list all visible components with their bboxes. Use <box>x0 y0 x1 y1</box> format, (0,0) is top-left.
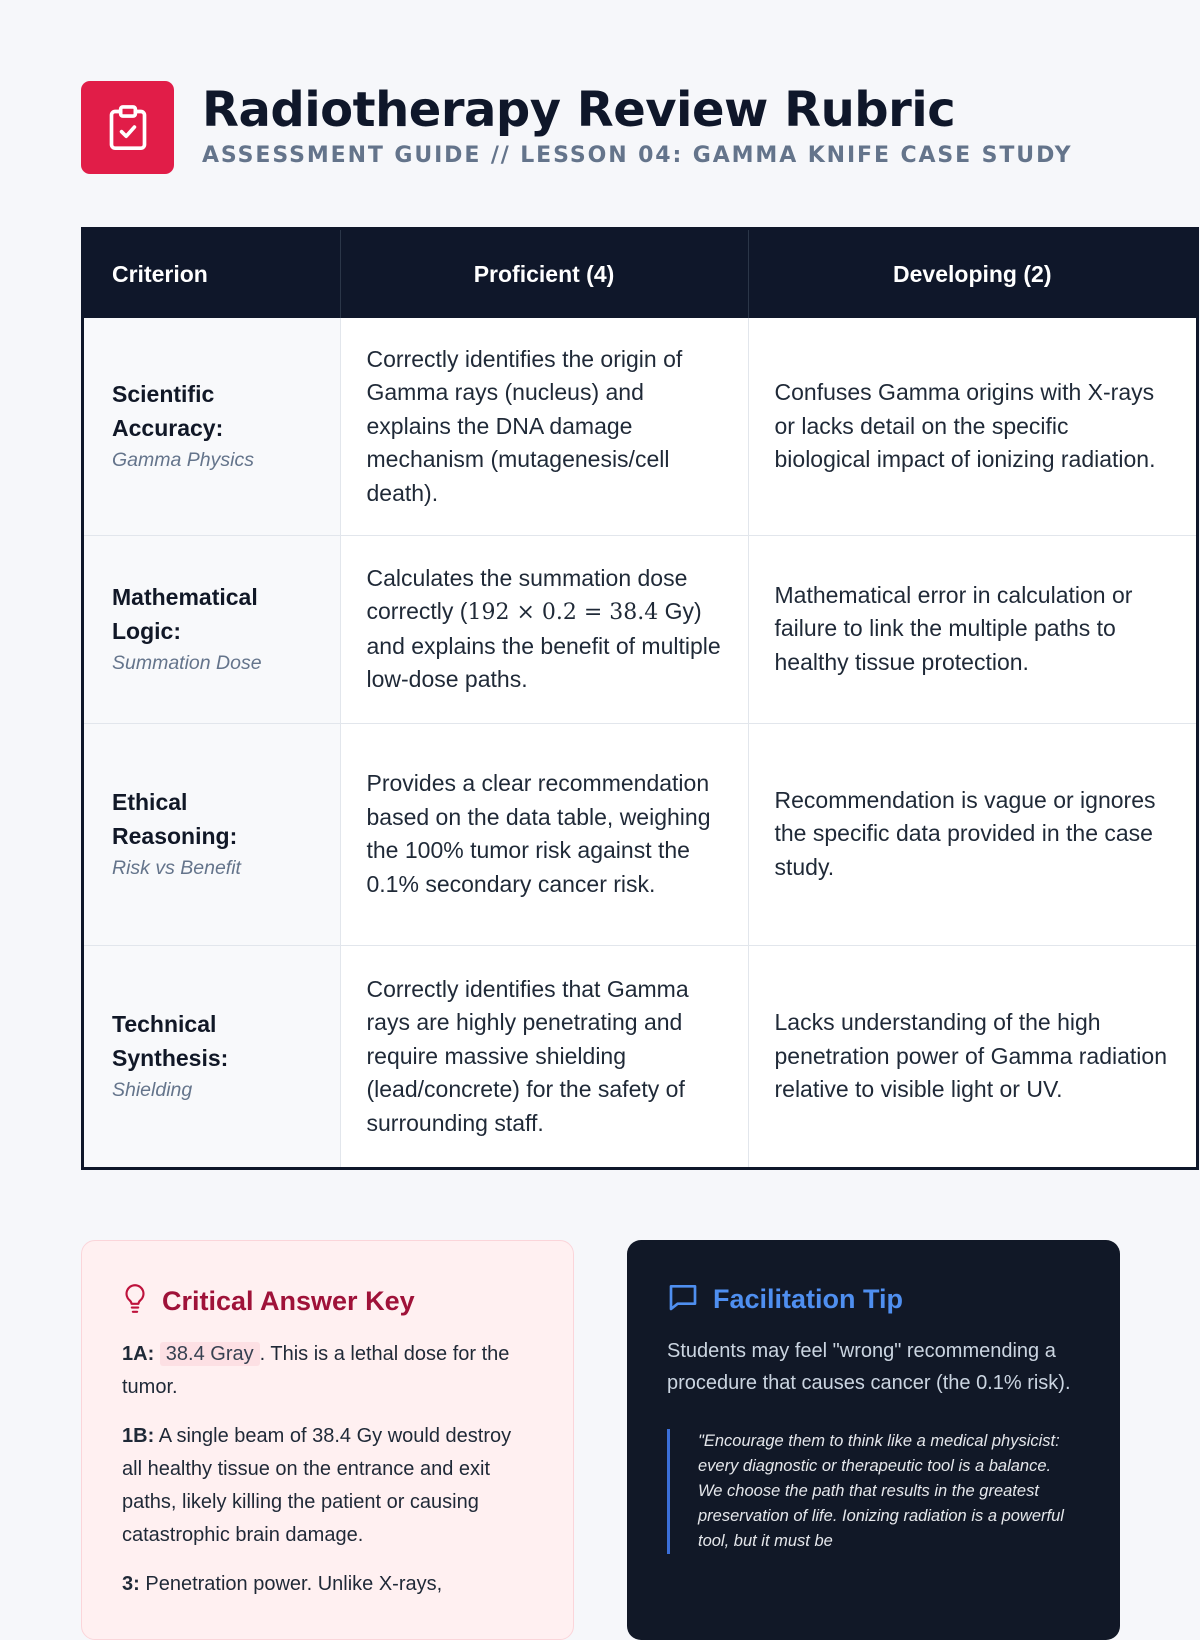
page-title: Radiotherapy Review Rubric <box>202 81 956 138</box>
criterion-cell <box>84 318 340 535</box>
column-header-developing: Developing (2) <box>748 230 1196 318</box>
developing-cell: Recommendation is vague or ignores the specific data provided in the case study. <box>748 723 1196 945</box>
rubric-header-row <box>84 230 1196 318</box>
proficient-cell: Correctly identifies the origin of Gamma rays (nucleus) and explains the DNA damage mechanism (mutagenesis/cell death). <box>340 318 748 535</box>
criterion-subtitle: Gamma Physics <box>112 449 254 472</box>
answer-key-header <box>122 1283 533 1320</box>
criterion-subtitle: Shielding <box>112 1079 193 1102</box>
criterion-name: Ethical Reasoning: <box>112 789 238 849</box>
tip-header <box>667 1282 1080 1317</box>
criterion-name: Scientific Accuracy: <box>112 381 224 441</box>
tip-title: Facilitation Tip <box>713 1284 904 1314</box>
proficient-text-before: Calculates the summation dose correctly ( <box>366 564 688 624</box>
proficient-text-after: Gy) and explains the benefit of multiple low-dose paths. <box>366 598 721 692</box>
answer-label: 3: <box>122 1573 140 1595</box>
answer-key-title: Critical Answer Key <box>162 1286 415 1316</box>
page-subtitle: ASSESSMENT GUIDE // LESSON 04: GAMMA KNIFE CASE STUDY <box>202 142 1073 168</box>
answer-text: . This is a lethal dose for the tumor. <box>122 1343 510 1398</box>
answer-text: A single beam of 38.4 Gy would destroy all healthy tissue on the entrance and exit paths, likely killing the patient or causing catastrophic brain damage. <box>122 1425 512 1546</box>
criterion-cell <box>84 723 340 945</box>
rubric-table <box>81 227 1199 1170</box>
criterion-cell <box>84 535 340 723</box>
proficient-cell: Correctly identifies that Gamma rays are highly penetrating and require massive shielding (lead/concrete) for the safety of surrounding staff. <box>340 945 748 1167</box>
developing-cell: Mathematical error in calculation or failure to link the multiple paths to healthy tissue protection. <box>748 535 1196 723</box>
developing-cell: Lacks understanding of the high penetration power of Gamma radiation relative to visible light or UV. <box>774 1009 1167 1102</box>
answer-item <box>122 1568 533 1601</box>
clipboard-check-icon <box>81 81 174 174</box>
column-header-proficient: Proficient (4) <box>340 230 748 318</box>
chat-bubble-icon <box>667 1282 699 1317</box>
lightbulb-icon <box>122 1283 148 1320</box>
criterion-name: Mathematical Logic: <box>112 584 258 644</box>
criterion-cell <box>84 945 340 1167</box>
answer-text: Penetration power. Unlike X-rays, <box>139 1573 443 1595</box>
answer-key-card <box>81 1240 574 1640</box>
table-row <box>84 535 1196 723</box>
facilitation-tip-card <box>627 1240 1120 1640</box>
table-row <box>84 318 1196 535</box>
tip-text: Students may feel "wrong" recommending a procedure that causes cancer (the 0.1% risk). <box>667 1340 1071 1394</box>
answer-item <box>122 1420 533 1552</box>
criterion-subtitle: Summation Dose <box>112 652 262 674</box>
answer-label: 1A: <box>122 1343 155 1365</box>
answer-item <box>122 1338 533 1404</box>
table-row <box>84 945 1196 1167</box>
tip-quote: "Encourage them to think like a medical physicist: every diagnostic or therapeutic tool is a balance. We choose the path that results in the greatest preservation of life. Ionizing radiation is a powerful tool, but it must be <box>667 1429 1080 1554</box>
proficient-cell: Provides a clear recommendation based on the data table, weighing the 100% tumor risk against the 0.1% secondary cancer risk. <box>340 723 748 945</box>
proficient-cell <box>340 535 748 723</box>
column-header-criterion: Criterion <box>84 230 340 318</box>
table-row <box>84 723 1196 945</box>
page-header <box>81 81 1072 174</box>
criterion-name: Technical Synthesis: <box>112 1011 229 1071</box>
criterion-subtitle: Risk vs Benefit <box>112 857 241 879</box>
dose-formula: 192 × 0.2 = 38.4 <box>467 600 659 625</box>
answer-label: 1B: <box>122 1425 155 1447</box>
answer-code: 38.4 Gray <box>160 1342 260 1366</box>
developing-cell: Confuses Gamma origins with X-rays or lacks detail on the specific biological impact of ionizing radiation. <box>748 318 1196 535</box>
